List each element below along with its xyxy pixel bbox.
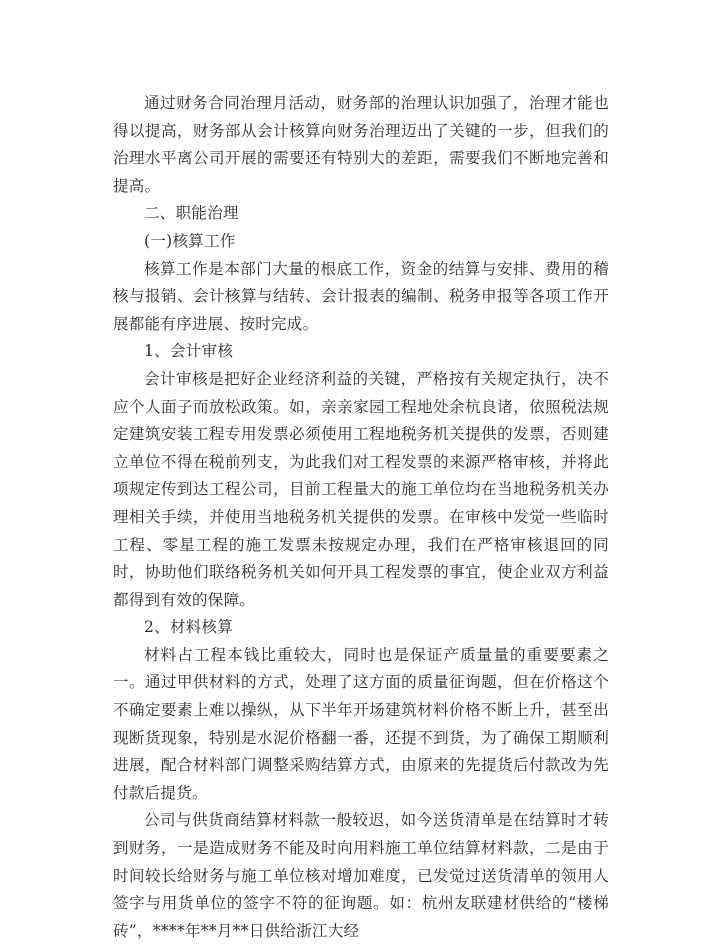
heading-accounting-work: (一)核算工作 bbox=[144, 231, 236, 250]
heading-material-accounting: 2、材料核算 bbox=[144, 618, 234, 637]
paragraph-material-accounting: 材料占工程本钱比重较大，同时也是保证产质量量的重要要素之一。通过甲供材料的方式，处理了这方面的质量征询题，但在价格这个不确定要素上难以操纵，从下半年开场建筑材料价格不断上升，甚至出现断货现象，特别是水泥价格翻一番，还提不到货，为了确保工期顺利进展，配合材料部门调整采购结算方式，由原来的先提货后付款改为先付款后提货。 bbox=[113, 645, 609, 802]
paragraph-supplier-settlement: 公司与供货商结算材料款一般较迟，如今送货清单是在结算时才转到财务，一是造成财务不能及时向用料施工单位结算材料款，二是由于时间较长给财务与施工单位核对增加难度，已发觉过送货清单的领用人签字与用货单位的签字不符的征询题。如：杭州友联建材供给的“楼梯砖”，****年**月**日供给浙江大经 bbox=[113, 811, 609, 940]
document-body bbox=[113, 90, 609, 945]
paragraph-accounting-audit: 会计审核是把好企业经济利益的关键，严格按有关规定执行，决不应个人面子而放松政策。如，亲亲家园工程地处余杭良诸，依照税法规定建筑安装工程专用发票必须使用工程地税务机关提供的发票，否则建立单位不得在税前列支，为此我们对工程发票的来源严格审核，并将此项规定传到达工程公司，目前工程量大的施工单位均在当地税务机关办理相关手续，并使用当地税务机关提供的发票。在审核中发觉一些临时工程、零星工程的施工发票未按规定办理，我们在严格审核退回的同时，协助他们联络税务机关如何开具工程发票的事宜，使企业双方利益都得到有效的保障。 bbox=[113, 369, 609, 609]
heading-function-governance: 二、职能治理 bbox=[144, 204, 239, 223]
paragraph-finance-contract-governance: 通过财务合同治理月活动，财务部的治理认识加强了，治理才能也得以提高，财务部从会计核算向财务治理迈出了关键的一步，但我们的治理水平离公司开展的需要还有特别大的差距，需要我们不断地完善和提高。 bbox=[113, 94, 609, 195]
heading-accounting-audit: 1、会计审核 bbox=[144, 342, 234, 361]
paragraph-accounting-work: 核算工作是本部门大量的根底工作，资金的结算与安排、费用的稽核与报销、会计核算与结转、会计报表的编制、税务申报等各项工作开展都能有序进展、按时完成。 bbox=[113, 259, 609, 333]
